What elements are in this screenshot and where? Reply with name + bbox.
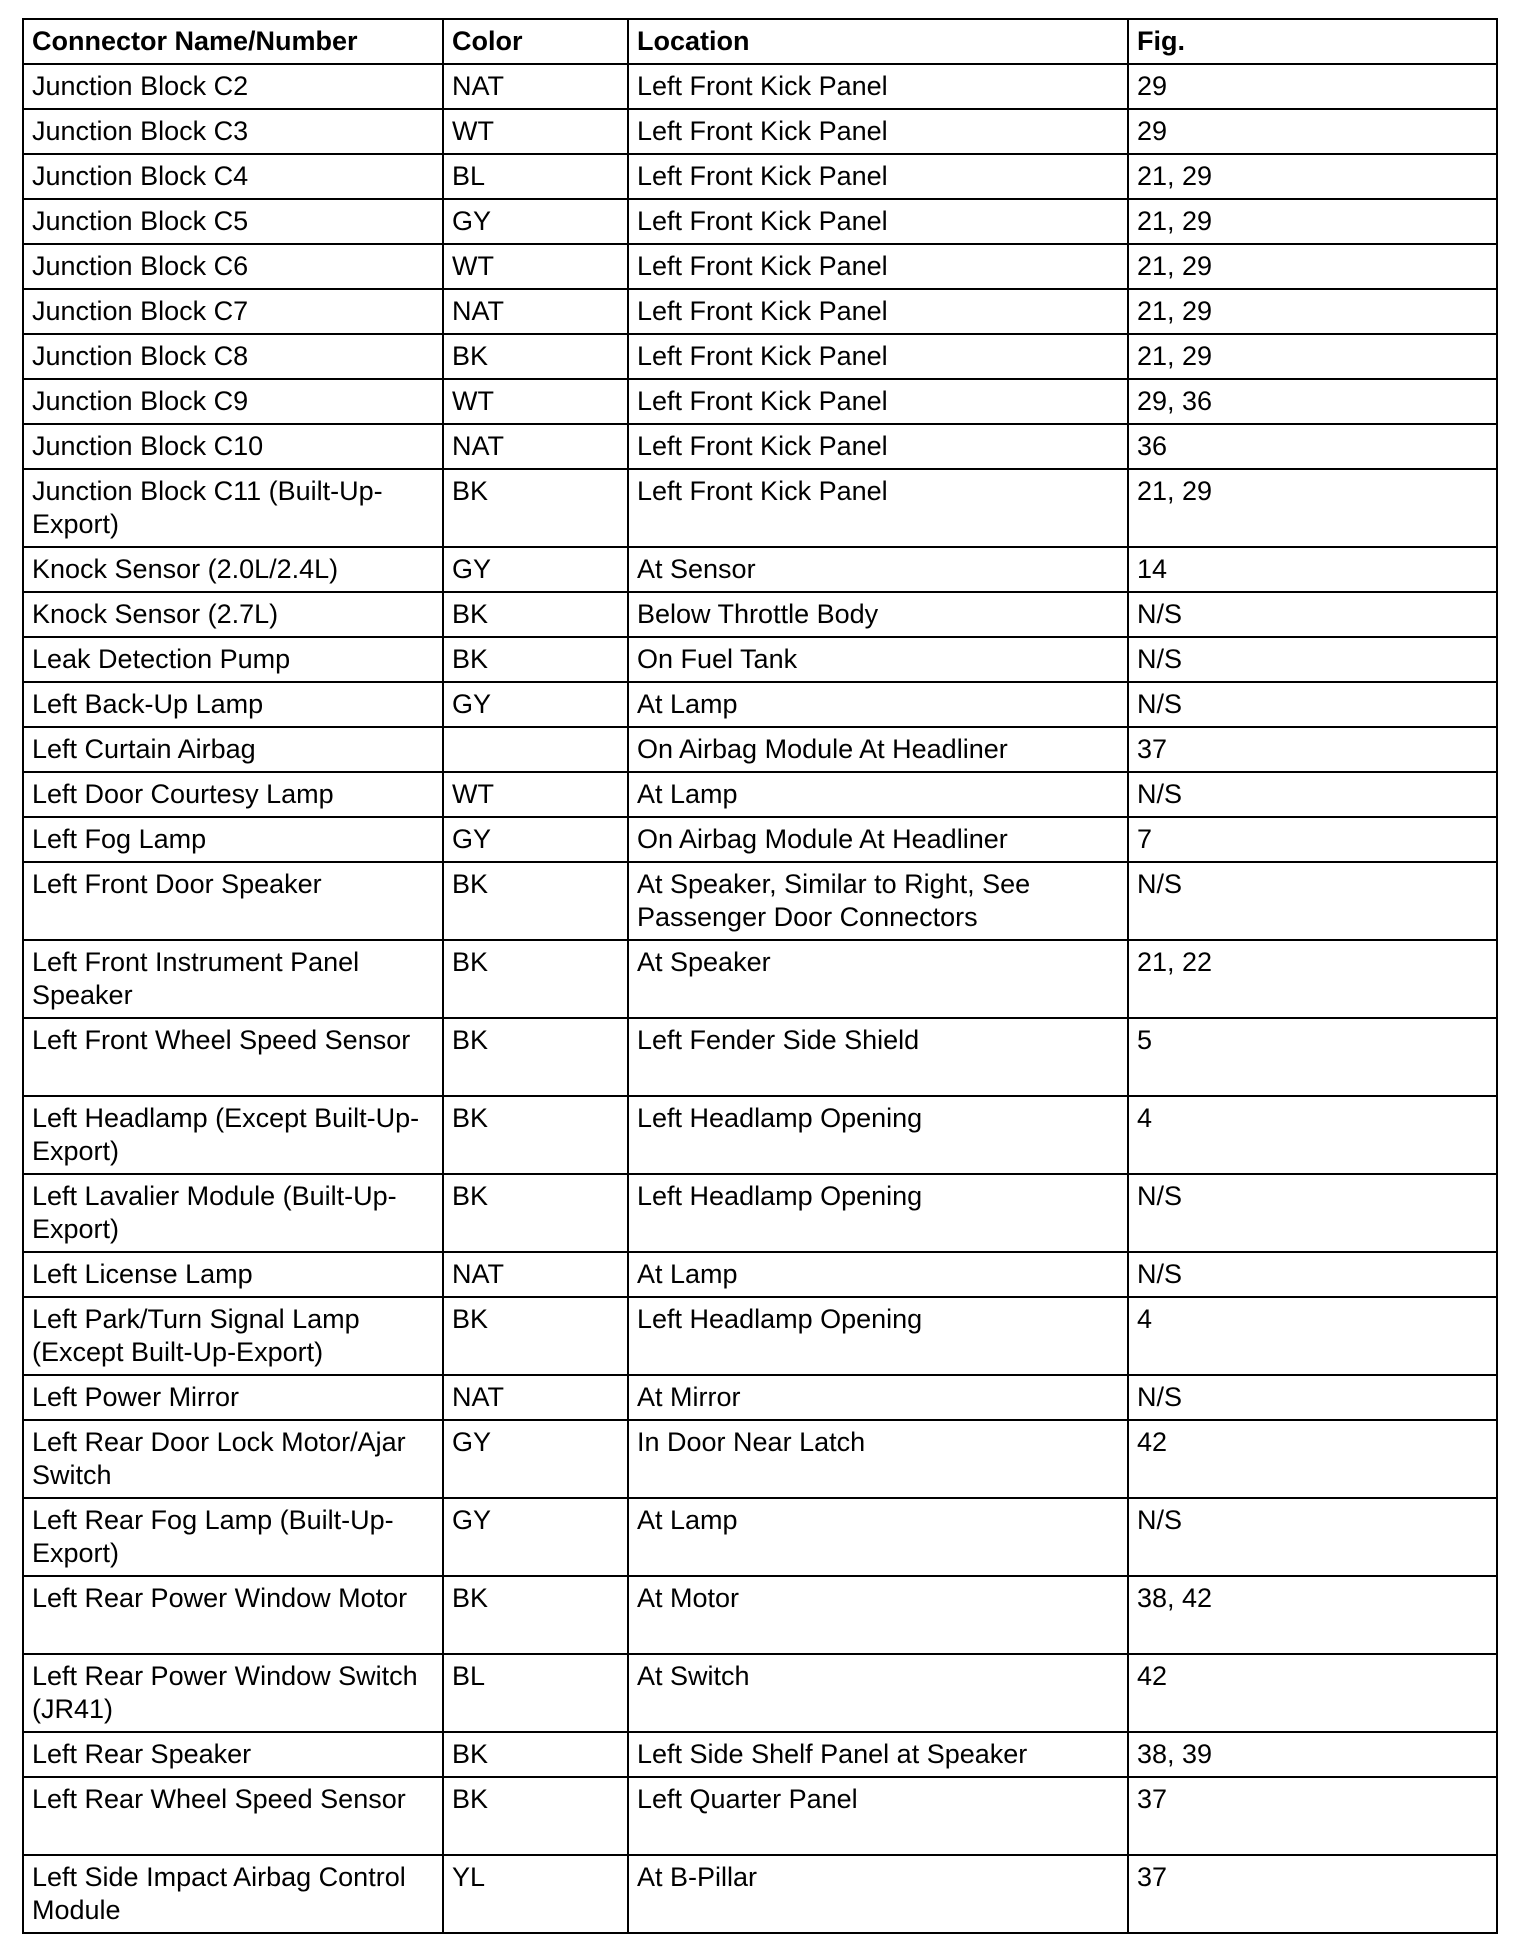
cell-connector-name: Left Rear Fog Lamp (Built-Up-Export) — [23, 1498, 443, 1576]
cell-connector-name: Left Door Courtesy Lamp — [23, 772, 443, 817]
cell-color: BK — [443, 1576, 628, 1654]
table-row — [23, 334, 1497, 379]
cell-color: BL — [443, 1654, 628, 1732]
cell-fig: 36 — [1128, 424, 1497, 469]
cell-connector-name: Left Back-Up Lamp — [23, 682, 443, 727]
cell-fig: 37 — [1128, 727, 1497, 772]
cell-color: BK — [443, 1777, 628, 1855]
cell-fig: N/S — [1128, 862, 1497, 940]
cell-color: BK — [443, 592, 628, 637]
cell-connector-name: Junction Block C6 — [23, 244, 443, 289]
cell-connector-name: Junction Block C8 — [23, 334, 443, 379]
cell-connector-name: Junction Block C2 — [23, 64, 443, 109]
cell-location: At Speaker, Similar to Right, See Passenger Door Connectors — [628, 862, 1128, 940]
cell-location: Left Front Kick Panel — [628, 334, 1128, 379]
cell-location: Left Side Shelf Panel at Speaker — [628, 1732, 1128, 1777]
cell-location: At Lamp — [628, 1498, 1128, 1576]
cell-fig: N/S — [1128, 1375, 1497, 1420]
table-row — [23, 817, 1497, 862]
cell-color: BK — [443, 1732, 628, 1777]
table-row — [23, 1855, 1497, 1933]
table-row — [23, 199, 1497, 244]
cell-connector-name: Junction Block C11 (Built-Up-Export) — [23, 469, 443, 547]
cell-location: At Speaker — [628, 940, 1128, 1018]
cell-fig: 5 — [1128, 1018, 1497, 1096]
cell-fig: N/S — [1128, 1498, 1497, 1576]
table-row — [23, 1252, 1497, 1297]
cell-location: At Lamp — [628, 682, 1128, 727]
cell-location: At Lamp — [628, 772, 1128, 817]
cell-fig: 21, 29 — [1128, 334, 1497, 379]
cell-color: BK — [443, 1096, 628, 1174]
table-row — [23, 424, 1497, 469]
cell-location: Left Front Kick Panel — [628, 109, 1128, 154]
cell-location: At Mirror — [628, 1375, 1128, 1420]
cell-color: BK — [443, 862, 628, 940]
cell-connector-name: Junction Block C4 — [23, 154, 443, 199]
cell-color: NAT — [443, 424, 628, 469]
table-row — [23, 1732, 1497, 1777]
cell-fig: 21, 29 — [1128, 469, 1497, 547]
connector-table — [22, 18, 1498, 1934]
cell-connector-name: Left Rear Power Window Switch (JR41) — [23, 1654, 443, 1732]
cell-location: On Fuel Tank — [628, 637, 1128, 682]
cell-location: Left Front Kick Panel — [628, 154, 1128, 199]
cell-location: On Airbag Module At Headliner — [628, 727, 1128, 772]
cell-location: Left Front Kick Panel — [628, 379, 1128, 424]
table-row — [23, 64, 1497, 109]
table-row — [23, 244, 1497, 289]
cell-location: Left Headlamp Opening — [628, 1096, 1128, 1174]
cell-color: NAT — [443, 64, 628, 109]
cell-connector-name: Junction Block C5 — [23, 199, 443, 244]
cell-fig: N/S — [1128, 637, 1497, 682]
cell-connector-name: Left Park/Turn Signal Lamp (Except Built-Up-Export) — [23, 1297, 443, 1375]
cell-connector-name: Junction Block C7 — [23, 289, 443, 334]
table-row — [23, 1654, 1497, 1732]
cell-location: At Lamp — [628, 1252, 1128, 1297]
cell-color: GY — [443, 1420, 628, 1498]
cell-connector-name: Junction Block C9 — [23, 379, 443, 424]
cell-color: WT — [443, 244, 628, 289]
cell-connector-name: Left Fog Lamp — [23, 817, 443, 862]
cell-color: BK — [443, 1174, 628, 1252]
cell-location: Left Front Kick Panel — [628, 244, 1128, 289]
table-row — [23, 1498, 1497, 1576]
cell-fig: N/S — [1128, 1252, 1497, 1297]
cell-connector-name: Junction Block C10 — [23, 424, 443, 469]
cell-color: NAT — [443, 289, 628, 334]
cell-fig: 21, 29 — [1128, 244, 1497, 289]
cell-color: GY — [443, 817, 628, 862]
cell-location: In Door Near Latch — [628, 1420, 1128, 1498]
table-row — [23, 289, 1497, 334]
header-color: Color — [443, 19, 628, 64]
table-row — [23, 1375, 1497, 1420]
table-body — [23, 64, 1497, 1933]
table-row — [23, 1174, 1497, 1252]
table-row — [23, 592, 1497, 637]
cell-fig: 7 — [1128, 817, 1497, 862]
cell-connector-name: Knock Sensor (2.0L/2.4L) — [23, 547, 443, 592]
cell-connector-name: Left Rear Wheel Speed Sensor — [23, 1777, 443, 1855]
cell-location: Left Front Kick Panel — [628, 289, 1128, 334]
cell-fig: 21, 22 — [1128, 940, 1497, 1018]
cell-color: BK — [443, 637, 628, 682]
cell-fig: 21, 29 — [1128, 154, 1497, 199]
cell-color: WT — [443, 379, 628, 424]
cell-connector-name: Left Front Door Speaker — [23, 862, 443, 940]
cell-location: Left Front Kick Panel — [628, 424, 1128, 469]
table-row — [23, 379, 1497, 424]
cell-connector-name: Leak Detection Pump — [23, 637, 443, 682]
cell-connector-name: Left Rear Power Window Motor — [23, 1576, 443, 1654]
cell-connector-name: Junction Block C3 — [23, 109, 443, 154]
cell-fig: 42 — [1128, 1654, 1497, 1732]
cell-color: GY — [443, 547, 628, 592]
cell-location: Left Headlamp Opening — [628, 1297, 1128, 1375]
cell-fig: N/S — [1128, 1174, 1497, 1252]
cell-fig: 21, 29 — [1128, 289, 1497, 334]
cell-fig: 29 — [1128, 109, 1497, 154]
cell-fig: 14 — [1128, 547, 1497, 592]
cell-fig: 4 — [1128, 1297, 1497, 1375]
cell-color: BL — [443, 154, 628, 199]
table-row — [23, 940, 1497, 1018]
table-row — [23, 637, 1497, 682]
cell-location: At Sensor — [628, 547, 1128, 592]
cell-fig: N/S — [1128, 592, 1497, 637]
cell-connector-name: Left Rear Door Lock Motor/Ajar Switch — [23, 1420, 443, 1498]
cell-fig: 38, 42 — [1128, 1576, 1497, 1654]
cell-color: NAT — [443, 1375, 628, 1420]
table-row — [23, 862, 1497, 940]
table-row — [23, 727, 1497, 772]
header-fig: Fig. — [1128, 19, 1497, 64]
cell-connector-name: Left Power Mirror — [23, 1375, 443, 1420]
table-row — [23, 1777, 1497, 1855]
cell-location: Left Quarter Panel — [628, 1777, 1128, 1855]
cell-location: Left Front Kick Panel — [628, 64, 1128, 109]
cell-connector-name: Left Curtain Airbag — [23, 727, 443, 772]
cell-connector-name: Knock Sensor (2.7L) — [23, 592, 443, 637]
cell-color: BK — [443, 334, 628, 379]
cell-fig: 4 — [1128, 1096, 1497, 1174]
table-row — [23, 469, 1497, 547]
cell-color — [443, 727, 628, 772]
cell-connector-name: Left Headlamp (Except Built-Up-Export) — [23, 1096, 443, 1174]
header-connector-name: Connector Name/Number — [23, 19, 443, 64]
cell-color: BK — [443, 940, 628, 1018]
cell-location: At Switch — [628, 1654, 1128, 1732]
cell-location: At B-Pillar — [628, 1855, 1128, 1933]
table-row — [23, 1096, 1497, 1174]
table-row — [23, 772, 1497, 817]
table-row — [23, 1297, 1497, 1375]
header-row — [23, 19, 1497, 64]
table-row — [23, 1420, 1497, 1498]
cell-fig: 29, 36 — [1128, 379, 1497, 424]
cell-fig: 42 — [1128, 1420, 1497, 1498]
table-row — [23, 1576, 1497, 1654]
cell-location: On Airbag Module At Headliner — [628, 817, 1128, 862]
table-row — [23, 547, 1497, 592]
cell-fig: N/S — [1128, 682, 1497, 727]
table-row — [23, 1018, 1497, 1096]
cell-connector-name: Left Side Impact Airbag Control Module — [23, 1855, 443, 1933]
table-row — [23, 109, 1497, 154]
cell-fig: 29 — [1128, 64, 1497, 109]
cell-color: GY — [443, 199, 628, 244]
cell-fig: 38, 39 — [1128, 1732, 1497, 1777]
table-row — [23, 682, 1497, 727]
cell-connector-name: Left Front Wheel Speed Sensor — [23, 1018, 443, 1096]
cell-fig: 37 — [1128, 1855, 1497, 1933]
cell-fig: 21, 29 — [1128, 199, 1497, 244]
cell-location: Left Headlamp Opening — [628, 1174, 1128, 1252]
cell-location: At Motor — [628, 1576, 1128, 1654]
cell-color: WT — [443, 772, 628, 817]
cell-color: GY — [443, 1498, 628, 1576]
cell-fig: N/S — [1128, 772, 1497, 817]
cell-location: Left Front Kick Panel — [628, 469, 1128, 547]
cell-connector-name: Left Rear Speaker — [23, 1732, 443, 1777]
cell-location: Left Fender Side Shield — [628, 1018, 1128, 1096]
cell-connector-name: Left Front Instrument Panel Speaker — [23, 940, 443, 1018]
header-location: Location — [628, 19, 1128, 64]
cell-color: BK — [443, 1018, 628, 1096]
cell-color: BK — [443, 469, 628, 547]
cell-connector-name: Left License Lamp — [23, 1252, 443, 1297]
cell-location: Left Front Kick Panel — [628, 199, 1128, 244]
cell-color: WT — [443, 109, 628, 154]
cell-color: NAT — [443, 1252, 628, 1297]
table-row — [23, 154, 1497, 199]
table-header — [23, 19, 1497, 64]
cell-location: Below Throttle Body — [628, 592, 1128, 637]
cell-fig: 37 — [1128, 1777, 1497, 1855]
cell-color: GY — [443, 682, 628, 727]
cell-color: BK — [443, 1297, 628, 1375]
cell-color: YL — [443, 1855, 628, 1933]
cell-connector-name: Left Lavalier Module (Built-Up-Export) — [23, 1174, 443, 1252]
